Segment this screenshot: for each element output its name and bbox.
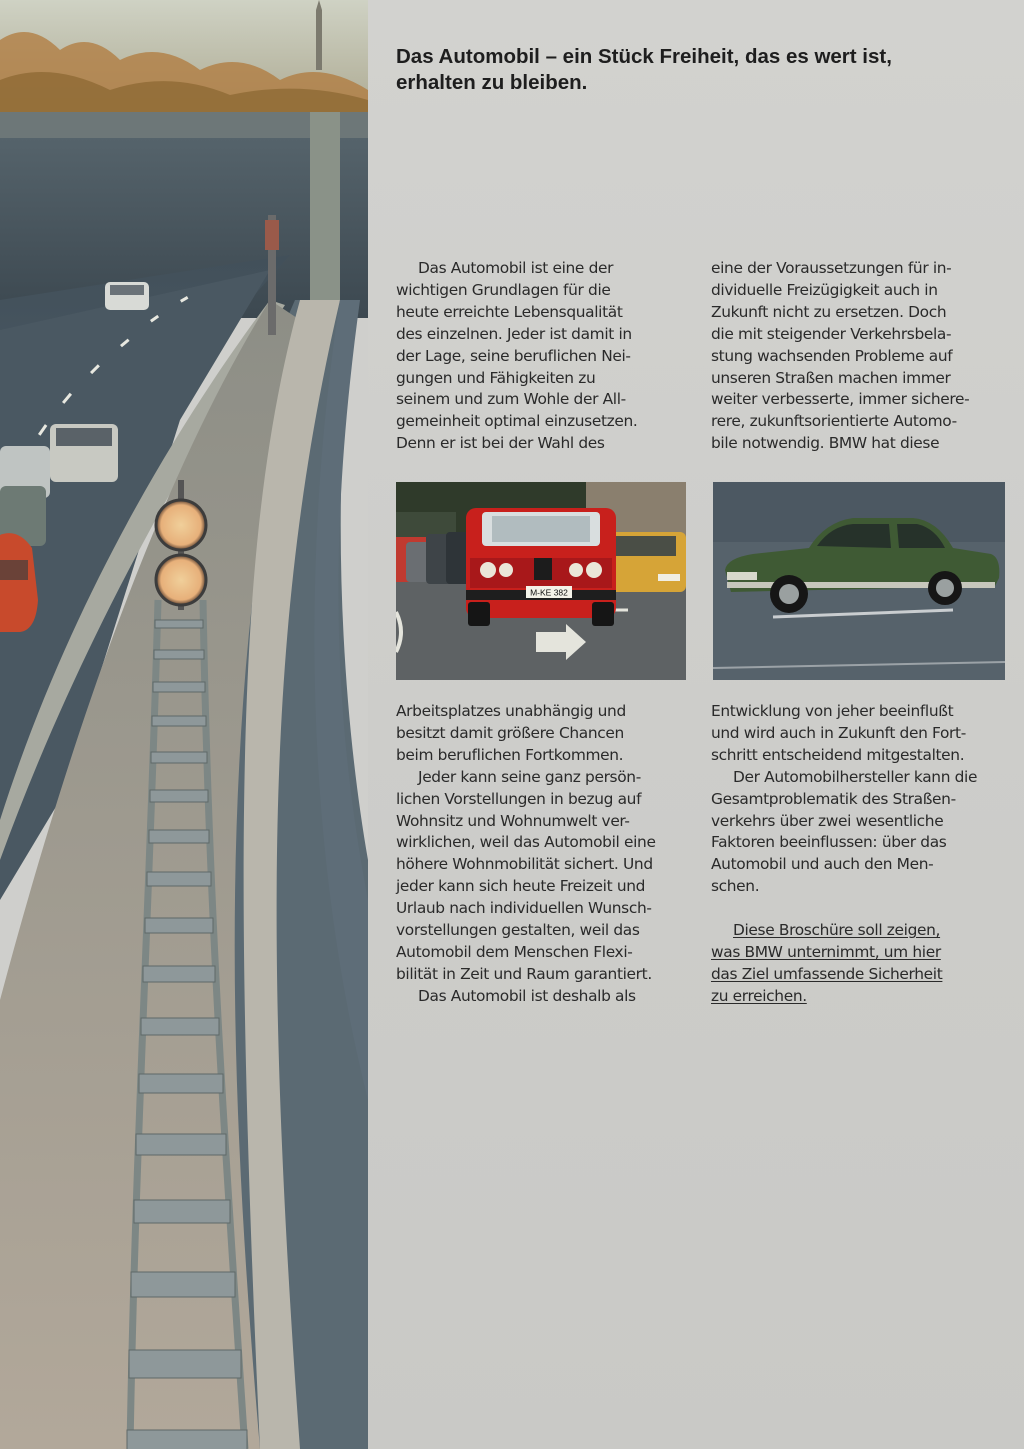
text-line: bilität in Zeit und Raum garantiert. xyxy=(396,964,652,983)
text-line: schen. xyxy=(711,877,760,896)
closing-statement-line: das Ziel umfassende Sicherheit xyxy=(711,964,943,983)
text-line: schritt entscheidend mitgestalten. xyxy=(711,745,965,764)
text-line: beim beruflichen Fortkommen. xyxy=(396,745,624,764)
page-title xyxy=(396,44,1006,96)
column-1-bottom-text xyxy=(396,701,688,1008)
column-1-top-text xyxy=(396,258,688,455)
text-line: besitzt damit größere Chancen xyxy=(396,723,624,742)
text-line: stung wachsenden Probleme auf xyxy=(711,346,953,365)
text-line: Urlaub nach individuellen Wunsch- xyxy=(396,899,652,918)
text-line: rere, zukunftsorientierte Automo- xyxy=(711,412,957,431)
closing-statement-line: was BMW unternimmt, um hier xyxy=(711,942,941,961)
spacer xyxy=(711,898,1006,920)
text-line: höhere Wohnmobilität sichert. Und xyxy=(396,855,653,874)
closing-statement-line: zu erreichen. xyxy=(711,986,807,1005)
text-line: des einzelnen. Jeder ist damit in xyxy=(396,324,632,343)
text-line: eine der Voraussetzungen für in- xyxy=(711,259,952,277)
text-line: der Lage, seine beruflichen Nei- xyxy=(396,346,631,365)
text-line: seinem und zum Wohle der All- xyxy=(396,390,626,409)
text-line: gungen und Fähigkeiten zu xyxy=(396,368,596,387)
text-line: jeder kann sich heute Freizeit und xyxy=(396,877,646,896)
text-line: Zukunft nicht zu ersetzen. Doch xyxy=(711,302,947,321)
text-line: Automobil dem Menschen Flexi- xyxy=(396,942,633,961)
column-2-top-text xyxy=(711,258,1006,455)
text-line: Arbeitsplatzes unabhängig und xyxy=(396,702,626,720)
text-line: Das Automobil ist deshalb als xyxy=(418,986,636,1005)
text-line: Faktoren beeinflussen: über das xyxy=(711,833,947,852)
text-line: Das Automobil ist eine der xyxy=(418,259,614,277)
text-line: lichen Vorstellungen in bezug auf xyxy=(396,789,642,808)
text-line: bile notwendig. BMW hat diese xyxy=(711,434,940,453)
text-line: weiter verbesserte, immer sichere- xyxy=(711,390,970,409)
license-plate: M-KE 382 xyxy=(530,587,568,598)
text-line: unseren Straßen machen immer xyxy=(711,368,951,387)
text-line: wichtigen Grundlagen für die xyxy=(396,280,611,299)
text-line: gemeinheit optimal einzusetzen. xyxy=(396,412,638,431)
green-bmw-sedan-photo xyxy=(713,482,1005,680)
text-line: und wird auch in Zukunft den Fort- xyxy=(711,723,966,742)
text-line: vorstellungen gestalten, weil das xyxy=(396,921,640,940)
text-line: Wohnsitz und Wohnumwelt ver- xyxy=(396,811,630,830)
text-line: wirklichen, weil das Automobil eine xyxy=(396,833,656,852)
red-bmw-traffic-photo xyxy=(396,482,686,680)
closing-statement-line: Diese Broschüre soll zeigen, xyxy=(733,921,941,940)
headline-line-1: Das Automobil – ein Stück Freiheit, das es wert ist, xyxy=(396,45,892,68)
text-line: Der Automobilhersteller kann die xyxy=(733,767,978,786)
headline-line-2: erhalten zu bleiben. xyxy=(396,71,588,94)
text-line: verkehrs über zwei wesentliche xyxy=(711,811,944,830)
text-page xyxy=(368,0,1024,1449)
text-line: Gesamtproblematik des Straßen- xyxy=(711,789,956,808)
column-2-bottom-text xyxy=(711,701,1006,1008)
text-line: dividuelle Freizügigkeit auch in xyxy=(711,280,938,299)
text-line: Jeder kann seine ganz persön- xyxy=(418,767,641,786)
text-line: Denn er ist bei der Wahl des xyxy=(396,434,605,453)
text-line: Entwicklung von jeher beeinflußt xyxy=(711,702,954,720)
text-line: die mit steigender Verkehrsbela- xyxy=(711,324,952,343)
text-line: heute erreichte Lebensqualität xyxy=(396,302,623,321)
highway-tunnel-photo xyxy=(0,0,368,1449)
text-line: Automobil und auch den Men- xyxy=(711,855,934,874)
